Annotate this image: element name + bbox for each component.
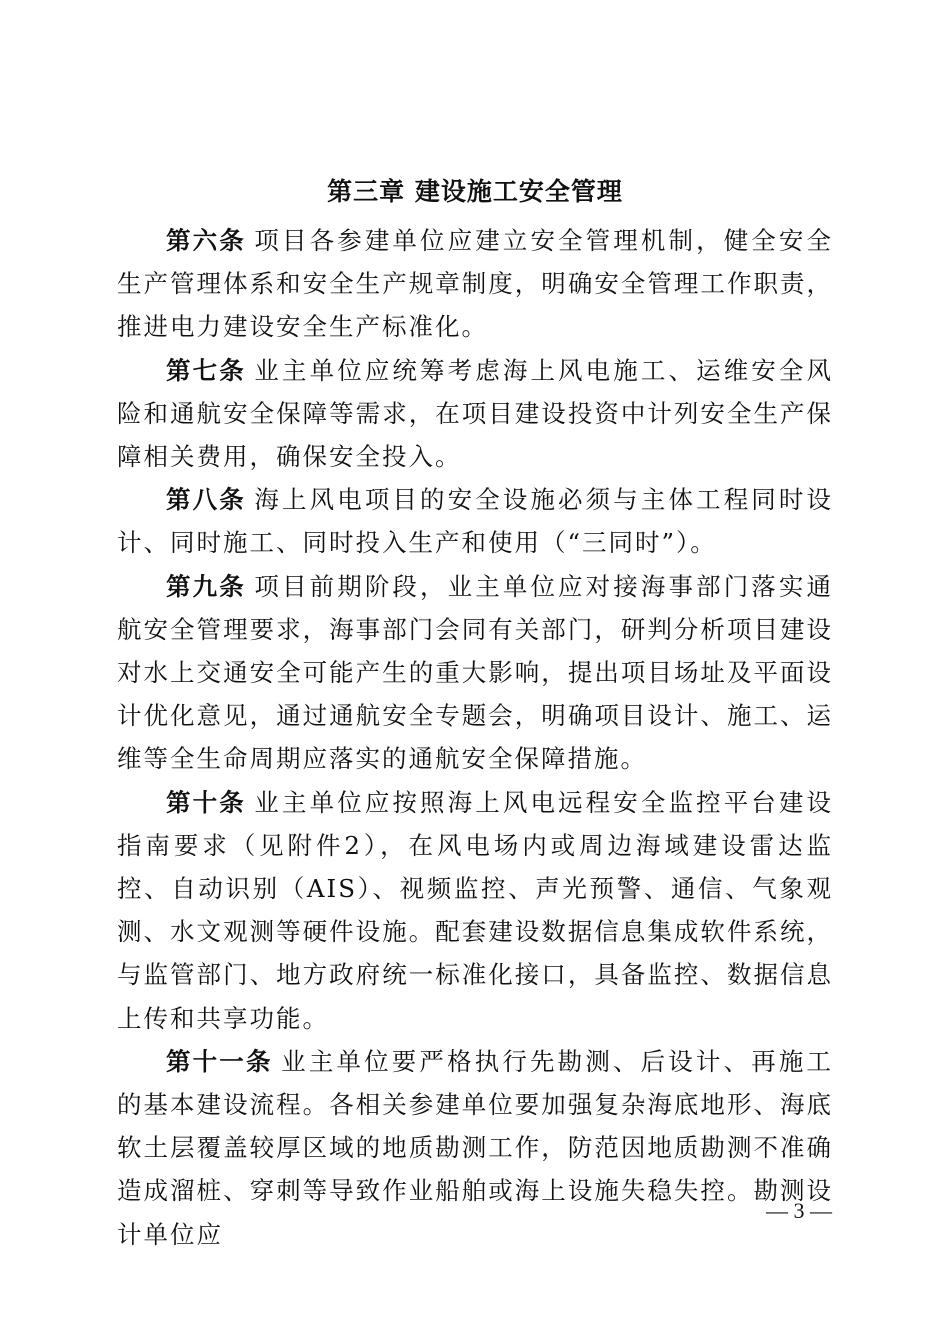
- article-11: [117, 1040, 833, 1256]
- article-number: 第九条: [166, 571, 246, 601]
- article-text: 业主单位要严格执行先勘测、后设计、再施工的基本建设流程。各相关参建单位要加强复杂海底地形、海底软土层覆盖较厚区域的地质勘测工作，防范因地质勘测不准确造成溜桩、穿刺等导致作业船舶或海上设施失稳失控。勘测设计单位应: [117, 1046, 834, 1249]
- article-number: 第十条: [166, 787, 246, 817]
- article-8: [117, 478, 833, 564]
- article-9: [117, 565, 833, 781]
- article-text: 项目各参建单位应建立安全管理机制，健全安全生产管理体系和安全生产规章制度，明确安全管理工作职责，推进电力建设安全生产标准化。: [117, 226, 834, 342]
- article-list: [117, 219, 833, 1256]
- article-6: [117, 219, 833, 349]
- page-number: — 3 —: [766, 1198, 832, 1223]
- article-7: [117, 349, 833, 479]
- article-text: 业主单位应统筹考虑海上风电施工、运维安全风险和通航安全保障等需求，在项目建设投资中计列安全生产保障相关费用，确保安全投入。: [117, 355, 834, 472]
- article-number: 第七条: [166, 355, 246, 385]
- article-text: 业主单位应按照海上风电远程安全监控平台建设指南要求（见附件2），在风电场内或周边海域建设雷达监控、自动识别（AIS）、视频监控、声光预警、通信、气象观测、水文观测等硬件设施。配套建设数据信息集成软件系统，与监管部门、地方政府统一标准化接口，具备监控、数据信息上传和共享功能。: [117, 787, 834, 1033]
- article-text: 项目前期阶段，业主单位应对接海事部门落实通航安全管理要求，海事部门会同有关部门，研判分析项目建设对水上交通安全可能产生的重大影响，提出项目场址及平面设计优化意见，通过通航安全专题会，明确项目设计、施工、运维等全生命周期应落实的通航安全保障措施。: [117, 571, 834, 774]
- article-number: 第八条: [166, 485, 246, 515]
- article-10: [117, 781, 833, 1040]
- chapter-title: 第三章 建设施工安全管理: [327, 177, 623, 206]
- article-text: 海上风电项目的安全设施必须与主体工程同时设计、同时施工、同时投入生产和使用（“三同时”）。: [117, 485, 834, 558]
- article-number: 第六条: [166, 226, 246, 255]
- article-number: 第十一条: [166, 1046, 273, 1076]
